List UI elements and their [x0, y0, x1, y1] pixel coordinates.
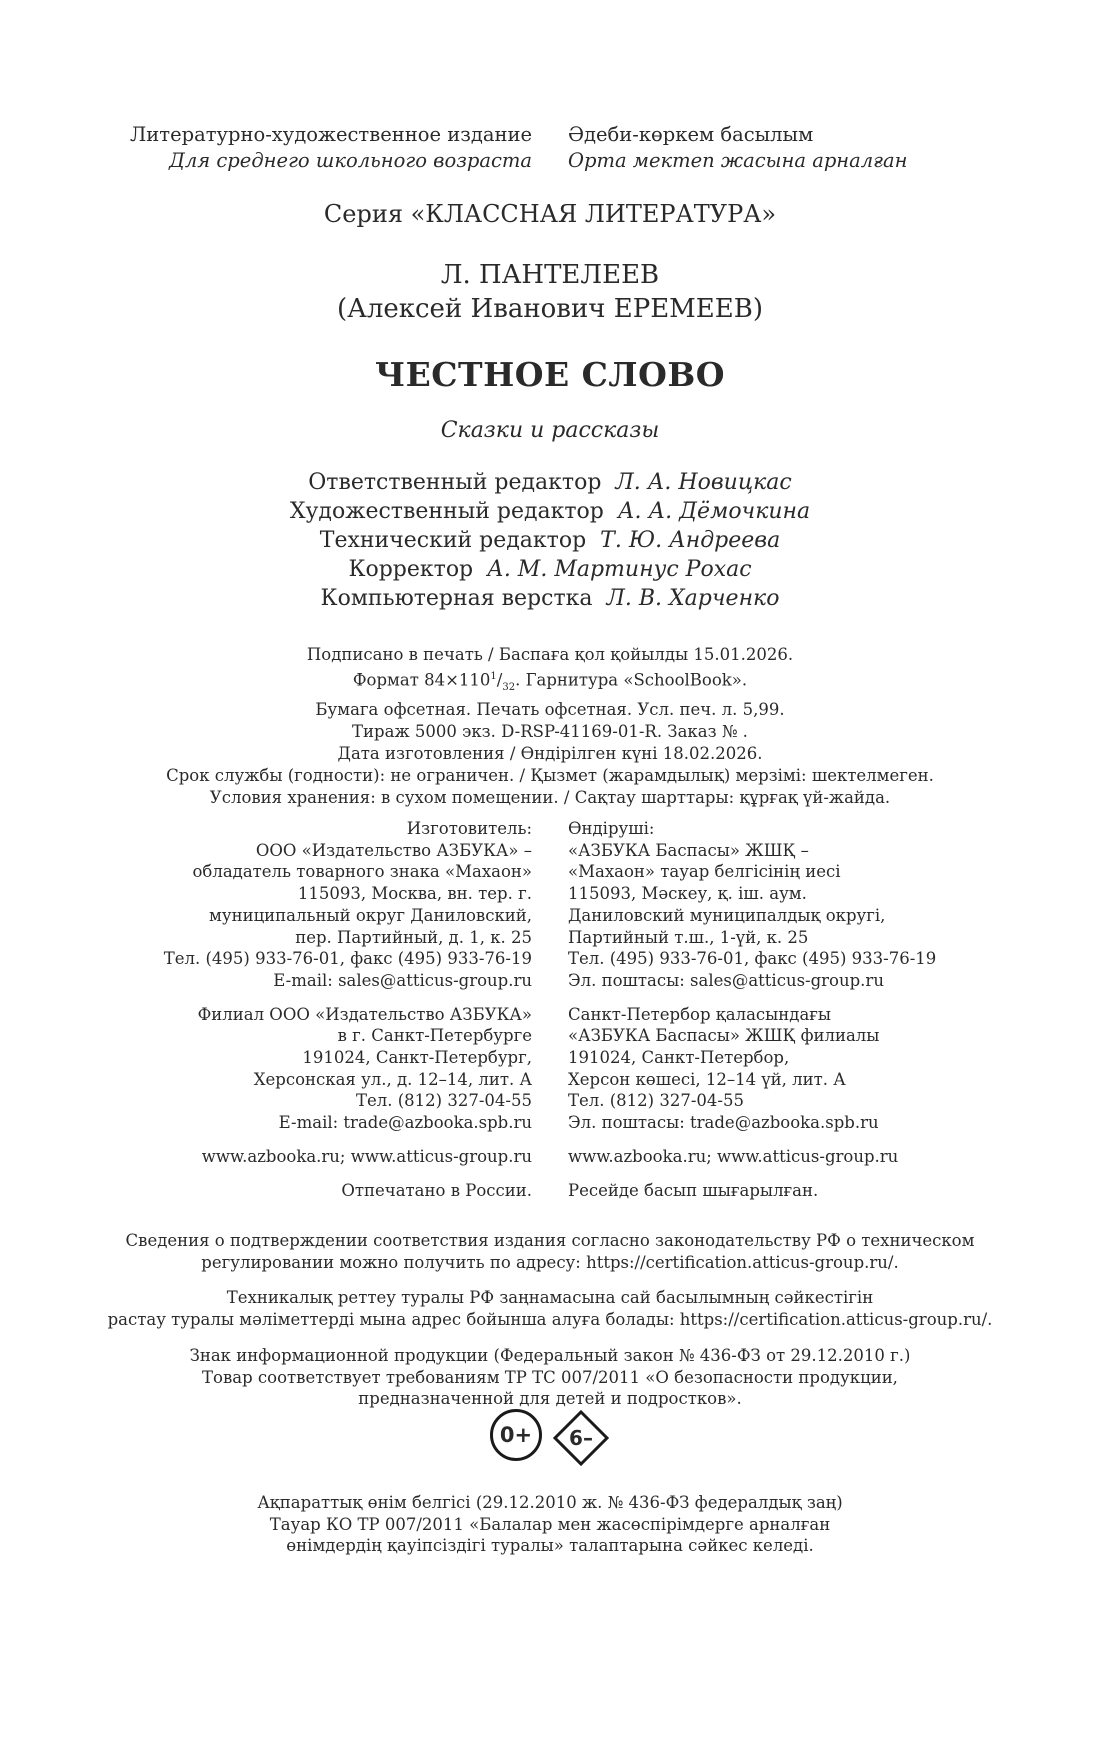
manufacturer-ru: [40, 818, 550, 992]
format-prefix: Формат 84×110: [352, 670, 491, 690]
author-block: [0, 258, 1100, 326]
credit-line: [0, 584, 1100, 613]
certification-ru-line: Сведения о подтверждении соответствия издания согласно законодательству РФ о техническом: [125, 1231, 975, 1250]
info-mark-ru-line: Товар соответствует требованиям ТР ТС 007/2011 «О безопасности продукции,: [202, 1367, 898, 1387]
manufacturer-main: [40, 818, 1060, 992]
print-run-line: Тираж 5000 экз. D-RSP-41169-01-R. Заказ № .: [352, 721, 748, 741]
credit-role: Технический редактор: [319, 528, 587, 553]
manufacturer-info: [40, 818, 1060, 1201]
certification-kz-line: Техникалық реттеу туралы РФ заңнамасына сай басылымның сәйкестігін: [226, 1288, 874, 1308]
format-denominator: 32: [502, 681, 516, 693]
branch-info: [40, 1004, 1060, 1134]
credit-person: Т. Ю. Андреева: [600, 528, 781, 553]
credit-person: А. М. Мартинус Рохас: [487, 557, 752, 582]
branch-kz-line: Эл. поштасы: trade@azbooka.spb.ru: [568, 1113, 879, 1133]
manufacturer-kz-line: Эл. поштасы: sales@atticus-group.ru: [568, 970, 884, 990]
signed-to-print: Подписано в печать / Баспаға қол қойылды 15.01.2026.: [306, 645, 794, 664]
credit-line: [0, 526, 1100, 555]
info-mark-ru-line: предназначенной для детей и подростков».: [358, 1389, 742, 1409]
manufacturer-ru-line: 115093, Москва, вн. тер. г.: [297, 884, 532, 904]
certification-ru: [0, 1230, 1100, 1273]
info-mark-kz-line: өнімдердің қауіпсіздігі туралы» талаптарына сәйкес келеді.: [286, 1536, 814, 1556]
credit-line: [0, 468, 1100, 497]
printing-details: [0, 644, 1100, 809]
branch-kz-line: Санкт-Петербор қаласындағы: [568, 1004, 832, 1024]
certification-ru-line: регулировании можно получить по адресу: https://certification.atticus-group.ru/.: [201, 1252, 899, 1272]
age-group-kz: Орта мектеп жасына арналған: [568, 149, 908, 172]
manufacturer-kz-line: Өндіруші:: [568, 819, 655, 838]
manufacturer-ru-line: пер. Партийный, д. 1, к. 25: [295, 927, 532, 947]
printed-in-ru: Отпечатано в России.: [341, 1180, 532, 1200]
storage-line: Условия хранения: в сухом помещении. / Сақтау шарттары: құрғақ үй-жайда.: [209, 787, 891, 807]
manufacturer-kz-line: 115093, Мәскеу, қ. іш. аум.: [568, 884, 807, 904]
manufacturer-kz-line: «Махаон» тауар белгісінің иесі: [568, 862, 841, 882]
paper-line: Бумага офсетная. Печать офсетная. Усл. печ. л. 5,99.: [315, 699, 785, 719]
websites-ru: www.azbooka.ru; www.atticus-group.ru: [201, 1146, 532, 1166]
edition-header: [40, 122, 1060, 174]
author-real-name: (Алексей Иванович ЕРЕМЕЕВ): [336, 294, 764, 324]
manufacturer-ru-line: E-mail: sales@atticus-group.ru: [273, 970, 532, 990]
age-rating-circle-label: 0+: [499, 1423, 533, 1447]
certification-kz: [0, 1287, 1100, 1330]
websites-kz: www.azbooka.ru; www.atticus-group.ru: [568, 1146, 899, 1166]
branch-kz-line: «АЗБУКА Баспасы» ЖШҚ филиалы: [568, 1026, 880, 1046]
manufacturer-ru-line: муниципальный округ Даниловский,: [209, 905, 532, 925]
credit-line: [0, 555, 1100, 584]
branch-kz-line: Херсон көшесі, 12–14 үй, лит. А: [568, 1069, 846, 1089]
compliance-info: [0, 1230, 1100, 1424]
age-rating-marks: [0, 1409, 1100, 1467]
credit-role: Художественный редактор: [289, 499, 604, 524]
manufacturer-kz-line: Тел. (495) 933-76-01, факс (495) 933-76-19: [568, 949, 937, 969]
author-pen-name: Л. ПАНТЕЛЕЕВ: [440, 260, 660, 290]
book-subtitle: Сказки и рассказы: [440, 418, 660, 443]
printed-in: [40, 1180, 1060, 1202]
header-russian: [40, 122, 550, 174]
credit-person: А. А. Дёмочкина: [617, 499, 811, 524]
edition-type-kz: Әдеби-көркем басылым: [568, 123, 814, 146]
credit-role: Компьютерная верстка: [320, 586, 593, 611]
branch-ru-line: 191024, Санкт-Петербург,: [302, 1048, 532, 1068]
manufacturer-ru-line: обладатель товарного знака «Махаон»: [192, 862, 532, 882]
series-name: Серия «КЛАССНАЯ ЛИТЕРАТУРА»: [323, 200, 777, 228]
format-line: Формат $84\times 110^1/_{32}$. Гарнитура «SchoolBook».: [352, 670, 748, 693]
info-mark-ru-line: Знак информационной продукции (Федеральный закон № 436-ФЗ от 29.12.2010 г.): [189, 1345, 911, 1365]
credit-person: Л. А. Новицкас: [615, 470, 792, 495]
credit-line: [0, 497, 1100, 526]
age-group-ru: Для среднего школьного возраста: [169, 149, 532, 172]
credit-person: Л. В. Харченко: [606, 586, 780, 611]
manufacturer-ru-line: ООО «Издательство АЗБУКА» –: [255, 840, 532, 860]
info-mark-kz: [0, 1492, 1100, 1557]
info-mark-kz-line: Ақпараттық өнім белгісі (29.12.2010 ж. № 436-ФЗ федералдық заң): [257, 1493, 843, 1512]
branch-ru-line: Херсонская ул., д. 12–14, лит. А: [253, 1069, 532, 1089]
age-rating-circle-icon: [490, 1409, 542, 1461]
manufacturer-kz-line: Даниловский муниципалдық округі,: [568, 905, 886, 925]
manufacturer-kz-line: Партийный т.ш., 1-үй, к. 25: [568, 927, 809, 947]
branch-ru-line: Тел. (812) 327-04-55: [356, 1091, 532, 1111]
branch-kz: [550, 1004, 1060, 1134]
made-date-line: Дата изготовления / Өндірілген күні 18.02.2026.: [337, 743, 763, 763]
manufacturer-ru-line: Тел. (495) 933-76-01, факс (495) 933-76-19: [163, 949, 532, 969]
printed-in-kz: Ресейде басып шығарылған.: [568, 1180, 819, 1200]
age-rating-diamond-label: 6–: [569, 1426, 593, 1450]
branch-ru-line: E-mail: trade@azbooka.spb.ru: [278, 1113, 532, 1133]
format-suffix: . Гарнитура «SchoolBook».: [515, 670, 748, 690]
certification-kz-line: растау туралы мәліметтерді мына адрес бойынша алуға болады: https://certification.atticus-group.ru/.: [107, 1310, 993, 1330]
manufacturer-kz-line: «АЗБУКА Баспасы» ЖШҚ –: [568, 840, 809, 860]
branch-kz-line: Тел. (812) 327-04-55: [568, 1091, 744, 1111]
age-rating-diamond-icon: [552, 1409, 610, 1467]
websites: [40, 1146, 1060, 1168]
book-title: ЧЕСТНОЕ СЛОВО: [374, 355, 725, 394]
info-mark-kz-line: Тауар КО ТР 007/2011 «Балалар мен жасөспірімдерге арналған: [269, 1514, 831, 1534]
branch-ru-line: Филиал ООО «Издательство АЗБУКА»: [197, 1004, 532, 1024]
manufacturer-ru-line: Изготовитель:: [406, 819, 532, 838]
header-kazakh: [550, 122, 1060, 174]
service-life-line: Срок службы (годности): не ограничен. / Қызмет (жарамдылық) мерзімі: шектелмеген.: [166, 765, 934, 785]
credit-role: Ответственный редактор: [308, 470, 602, 495]
credit-role: Корректор: [348, 557, 474, 582]
credits-list: [0, 468, 1100, 613]
branch-ru: [40, 1004, 550, 1134]
manufacturer-kz: [550, 818, 1060, 992]
branch-ru-line: в г. Санкт-Петербурге: [337, 1026, 532, 1046]
info-mark-ru: [0, 1345, 1100, 1410]
edition-type-ru: Литературно-художественное издание: [130, 123, 532, 146]
format-numerator: 1: [490, 671, 497, 682]
branch-kz-line: 191024, Санкт-Петербор,: [568, 1048, 790, 1068]
